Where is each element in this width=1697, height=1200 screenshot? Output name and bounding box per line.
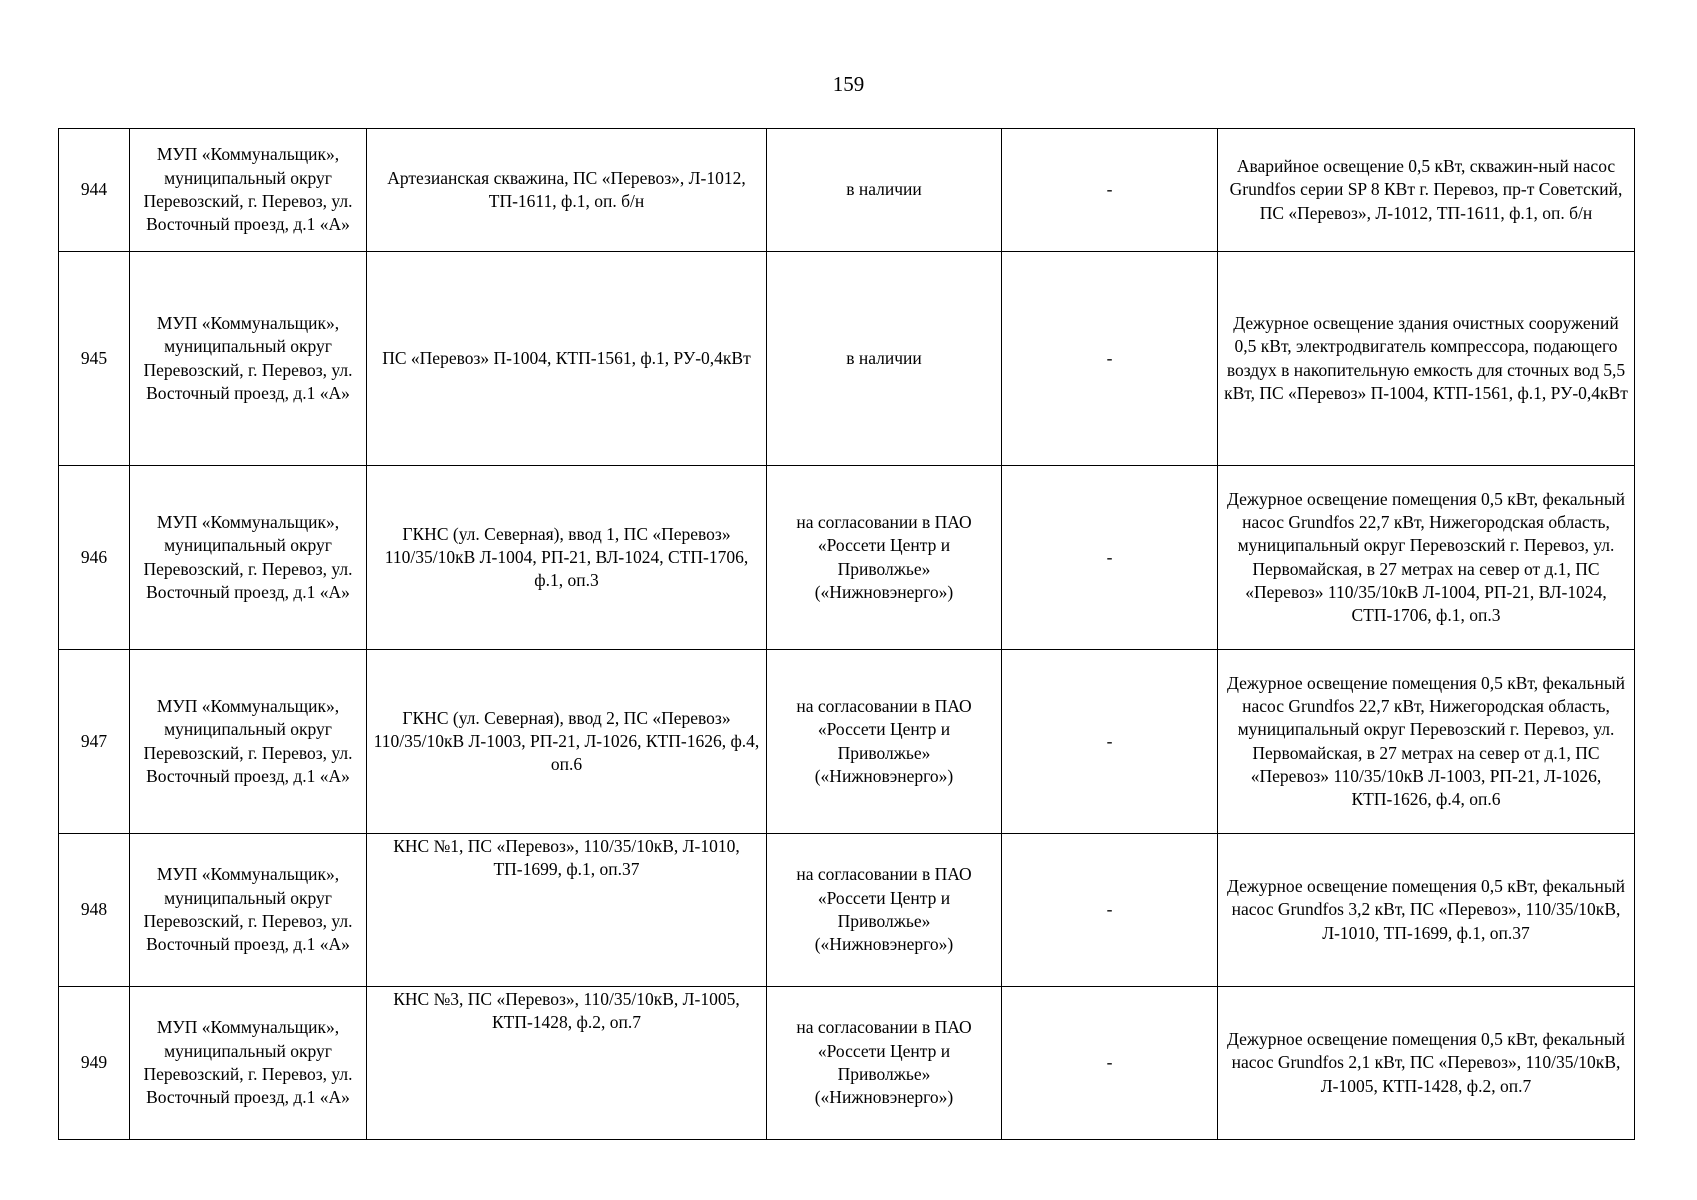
extra-cell: -	[1002, 834, 1218, 987]
description-cell: Дежурное освещение помещения 0,5 кВт, фекальный насос Grundfos 3,2 кВт, ПС «Перевоз», 110/35/10кВ, Л-1010, ТП-1699, ф.1, оп.37	[1218, 834, 1635, 987]
connection-point-cell: ПС «Перевоз» П-1004, КТП-1561, ф.1, РУ-0,4кВт	[367, 252, 767, 466]
extra-cell: -	[1002, 129, 1218, 252]
status-cell: в наличии	[767, 252, 1002, 466]
page-number: 159	[832, 72, 865, 96]
row-number-cell: 946	[59, 466, 130, 650]
status-cell: на согласовании в ПАО «Россети Центр и Приволжье» («Нижновэнерго»)	[767, 466, 1002, 650]
table-row	[59, 987, 1635, 1140]
connection-point-cell: ГКНС (ул. Северная), ввод 1, ПС «Перевоз» 110/35/10кВ Л-1004, РП-21, ВЛ-1024, СТП-1706, ф.1, оп.3	[367, 466, 767, 650]
connection-point-cell: Артезианская скважина, ПС «Перевоз», Л-1012, ТП-1611, ф.1, оп. б/н	[367, 129, 767, 252]
connection-point-cell: КНС №1, ПС «Перевоз», 110/35/10кВ, Л-1010, ТП-1699, ф.1, оп.37	[367, 834, 767, 987]
extra-cell: -	[1002, 650, 1218, 834]
owner-cell: МУП «Коммунальщик», муниципальный округ Перевозский, г. Перевоз, ул. Восточный проезд, д.1 «А»	[130, 252, 367, 466]
table-row	[59, 650, 1635, 834]
description-cell: Дежурное освещение помещения 0,5 кВт, фекальный насос Grundfos 22,7 кВт, Нижегородская область, муниципальный округ Перевозский г. Перевоз, ул. Первомайская, в 27 метрах на север от д.1, ПС «Перевоз» 110/35/10кВ Л-1003, РП-21, Л-1026, КТП-1626, ф.4, оп.6	[1218, 650, 1635, 834]
owner-cell: МУП «Коммунальщик», муниципальный округ Перевозский, г. Перевоз, ул. Восточный проезд, д.1 «А»	[130, 834, 367, 987]
extra-cell: -	[1002, 466, 1218, 650]
row-number-cell: 945	[59, 252, 130, 466]
connection-point-cell: КНС №3, ПС «Перевоз», 110/35/10кВ, Л-1005, КТП-1428, ф.2, оп.7	[367, 987, 767, 1140]
status-cell: на согласовании в ПАО «Россети Центр и Приволжье» («Нижновэнерго»)	[767, 650, 1002, 834]
description-cell: Дежурное освещение помещения 0,5 кВт, фекальный насос Grundfos 22,7 кВт, Нижегородская область, муниципальный округ Перевозский г. Перевоз, ул. Первомайская, в 27 метрах на север от д.1, ПС «Перевоз» 110/35/10кВ Л-1004, РП-21, ВЛ-1024, СТП-1706, ф.1, оп.3	[1218, 466, 1635, 650]
owner-cell: МУП «Коммунальщик», муниципальный округ Перевозский, г. Перевоз, ул. Восточный проезд, д.1 «А»	[130, 129, 367, 252]
extra-cell: -	[1002, 252, 1218, 466]
row-number-cell: 944	[59, 129, 130, 252]
description-cell: Дежурное освещение помещения 0,5 кВт, фекальный насос Grundfos 2,1 кВт, ПС «Перевоз», 110/35/10кВ, Л-1005, КТП-1428, ф.2, оп.7	[1218, 987, 1635, 1140]
data-table	[58, 128, 1635, 1140]
row-number-cell: 949	[59, 987, 130, 1140]
connection-point-cell: ГКНС (ул. Северная), ввод 2, ПС «Перевоз» 110/35/10кВ Л-1003, РП-21, Л-1026, КТП-1626, ф.4, оп.6	[367, 650, 767, 834]
owner-cell: МУП «Коммунальщик», муниципальный округ Перевозский, г. Перевоз, ул. Восточный проезд, д.1 «А»	[130, 987, 367, 1140]
table-row	[59, 466, 1635, 650]
table-row	[59, 252, 1635, 466]
table-row	[59, 834, 1635, 987]
status-cell: в наличии	[767, 129, 1002, 252]
description-cell: Дежурное освещение здания очистных сооружений 0,5 кВт, электродвигатель компрессора, подающего воздух в накопительную емкость для сточных вод 5,5 кВт, ПС «Перевоз» П-1004, КТП-1561, ф.1, РУ-0,4кВт	[1218, 252, 1635, 466]
extra-cell: -	[1002, 987, 1218, 1140]
status-cell: на согласовании в ПАО «Россети Центр и Приволжье» («Нижновэнерго»)	[767, 987, 1002, 1140]
row-number-cell: 947	[59, 650, 130, 834]
status-cell: на согласовании в ПАО «Россети Центр и Приволжье» («Нижновэнерго»)	[767, 834, 1002, 987]
description-cell: Аварийное освещение 0,5 кВт, скважин-ный насос Grundfos серии SP 8 КВт г. Перевоз, пр-т Советский, ПС «Перевоз», Л-1012, ТП-1611, ф.1, оп. б/н	[1218, 129, 1635, 252]
row-number-cell: 948	[59, 834, 130, 987]
table-row	[59, 129, 1635, 252]
owner-cell: МУП «Коммунальщик», муниципальный округ Перевозский, г. Перевоз, ул. Восточный проезд, д.1 «А»	[130, 466, 367, 650]
owner-cell: МУП «Коммунальщик», муниципальный округ Перевозский, г. Перевоз, ул. Восточный проезд, д.1 «А»	[130, 650, 367, 834]
